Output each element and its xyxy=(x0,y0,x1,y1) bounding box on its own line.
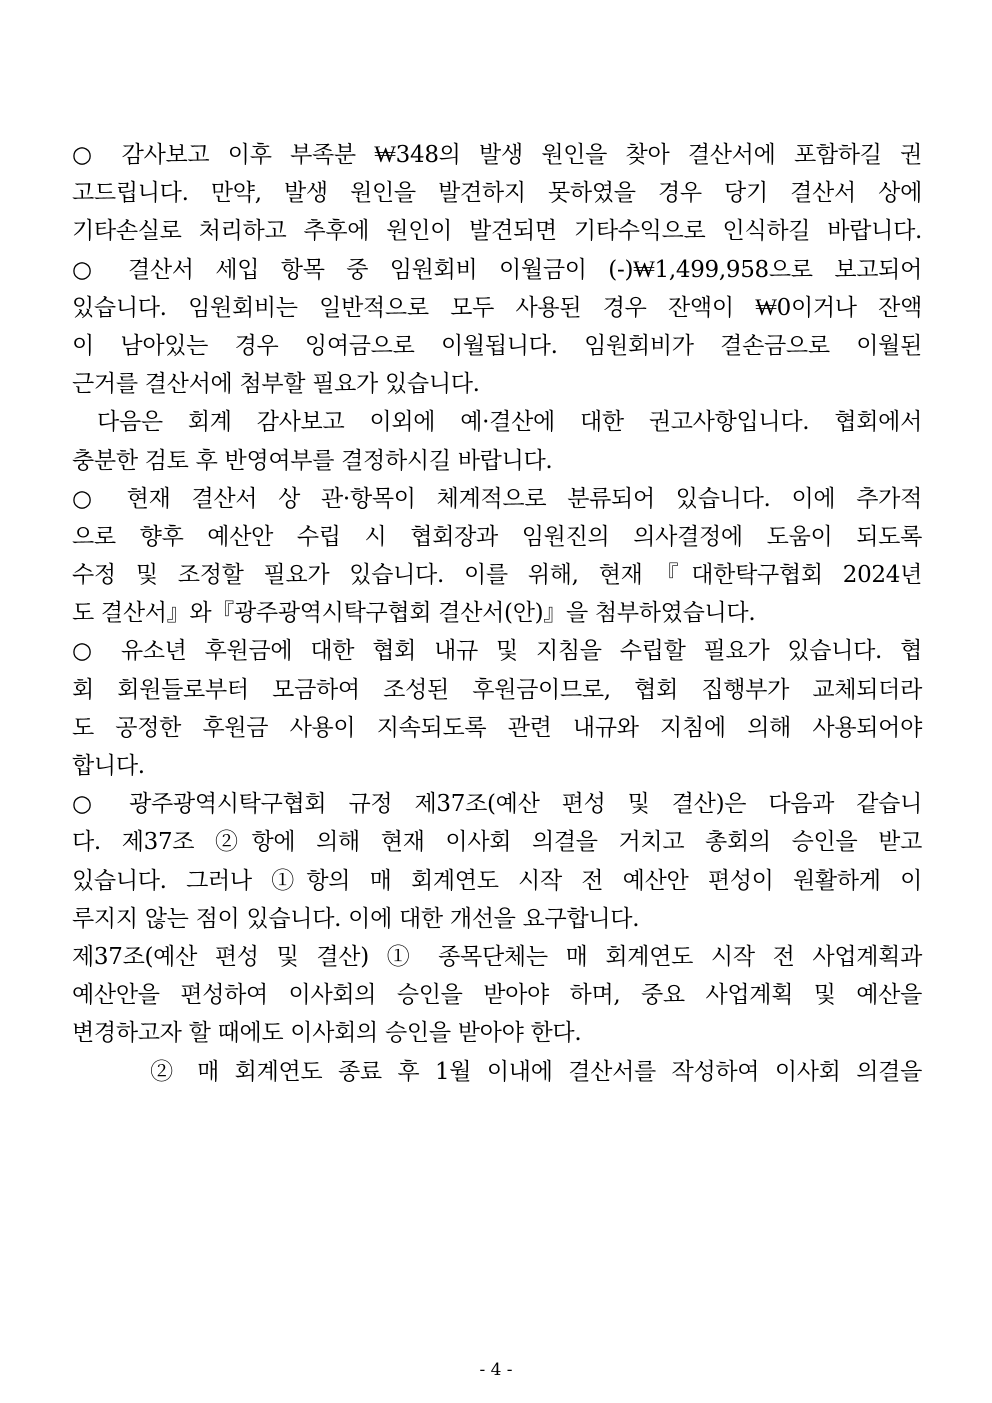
text-line: 근거를 결산서에 첨부할 필요가 있습니다. xyxy=(72,371,480,398)
text-line: 도 공정한 후원금 사용이 지속되도록 관련 내규와 지침에 의해 사용되어야 xyxy=(72,714,922,741)
text-line: 충분한 검토 후 반영여부를 결정하시길 바랍니다. xyxy=(72,447,553,474)
text-line: ○ 현재 결산서 상 관·항목이 체계적으로 분류되어 있습니다. 이에 추가적 xyxy=(72,485,922,512)
text-line: 도 결산서』와『광주광역시탁구협회 결산서(안)』을 첨부하였습니다. xyxy=(72,600,756,627)
text-line: ○ 광주광역시탁구협회 규정 제37조(예산 편성 및 결산)은 다음과 같습니 xyxy=(72,791,922,818)
text-line: ○ 감사보고 이후 부족분 ₩348의 발생 원인을 찾아 결산서에 포함하길 권 xyxy=(72,142,922,168)
text-line: 합니다. xyxy=(72,753,145,779)
text-line: 회 회원들로부터 모금하여 조성된 후원금이므로, 협회 집행부가 교체되더라 xyxy=(72,676,922,703)
page-number: - 4 - xyxy=(479,1360,513,1380)
text-line: 으로 향후 예산안 수립 시 협회장과 임원진의 의사결정에 도움이 되도록 xyxy=(72,523,922,550)
text-line: 이 남아있는 경우 잉여금으로 이월됩니다. 임원회비가 결손금으로 이월된 xyxy=(72,332,922,359)
text-line: 다음은 회계 감사보고 이외에 예·결산에 대한 권고사항입니다. 협회에서 xyxy=(72,409,922,436)
text-line: 예산안을 편성하여 이사회의 승인을 받아야 하며, 중요 사업계획 및 예산을 xyxy=(72,982,922,1009)
text-line: 변경하고자 할 때에도 이사회의 승인을 받아야 한다. xyxy=(72,1020,582,1047)
text-line: 제37조(예산 편성 및 결산) ① 종목단체는 매 회계연도 시작 전 사업계획과 xyxy=(72,943,922,970)
text-line: 다. 제37조 ②항에 의해 현재 이사회 의결을 거치고 총회의 승인을 받고 xyxy=(72,829,922,856)
text-line: 있습니다. 임원회비는 일반적으로 모두 사용된 경우 잔액이 ₩0이거나 잔액 xyxy=(72,294,922,321)
text-line: ○ 결산서 세입 항목 중 임원회비 이월금이 (-)₩1,499,958으로 보고되어 xyxy=(72,256,922,283)
text-line: 고드립니다. 만약, 발생 원인을 발견하지 못하였을 경우 당기 결산서 상에 xyxy=(72,180,922,207)
text-line: 기타손실로 처리하고 추후에 원인이 발견되면 기타수익으로 인식하길 바랍니다. xyxy=(72,218,922,245)
text-line: 있습니다. 그러나 ①항의 매 회계연도 시작 전 예산안 편성이 원활하게 이 xyxy=(72,867,922,894)
document-body xyxy=(72,136,922,1091)
text-line: ○ 유소년 후원금에 대한 협회 내규 및 지침을 수립할 필요가 있습니다. 협 xyxy=(72,638,922,665)
text-line: 수정 및 조정할 필요가 있습니다. 이를 위해, 현재『대한탁구협회 2024년 xyxy=(72,562,922,589)
text-line: 루지지 않는 점이 있습니다. 이에 대한 개선을 요구합니다. xyxy=(72,905,640,932)
text-line: ② 매 회계연도 종료 후 1월 이내에 결산서를 작성하여 이사회 의결을 xyxy=(72,1058,922,1085)
